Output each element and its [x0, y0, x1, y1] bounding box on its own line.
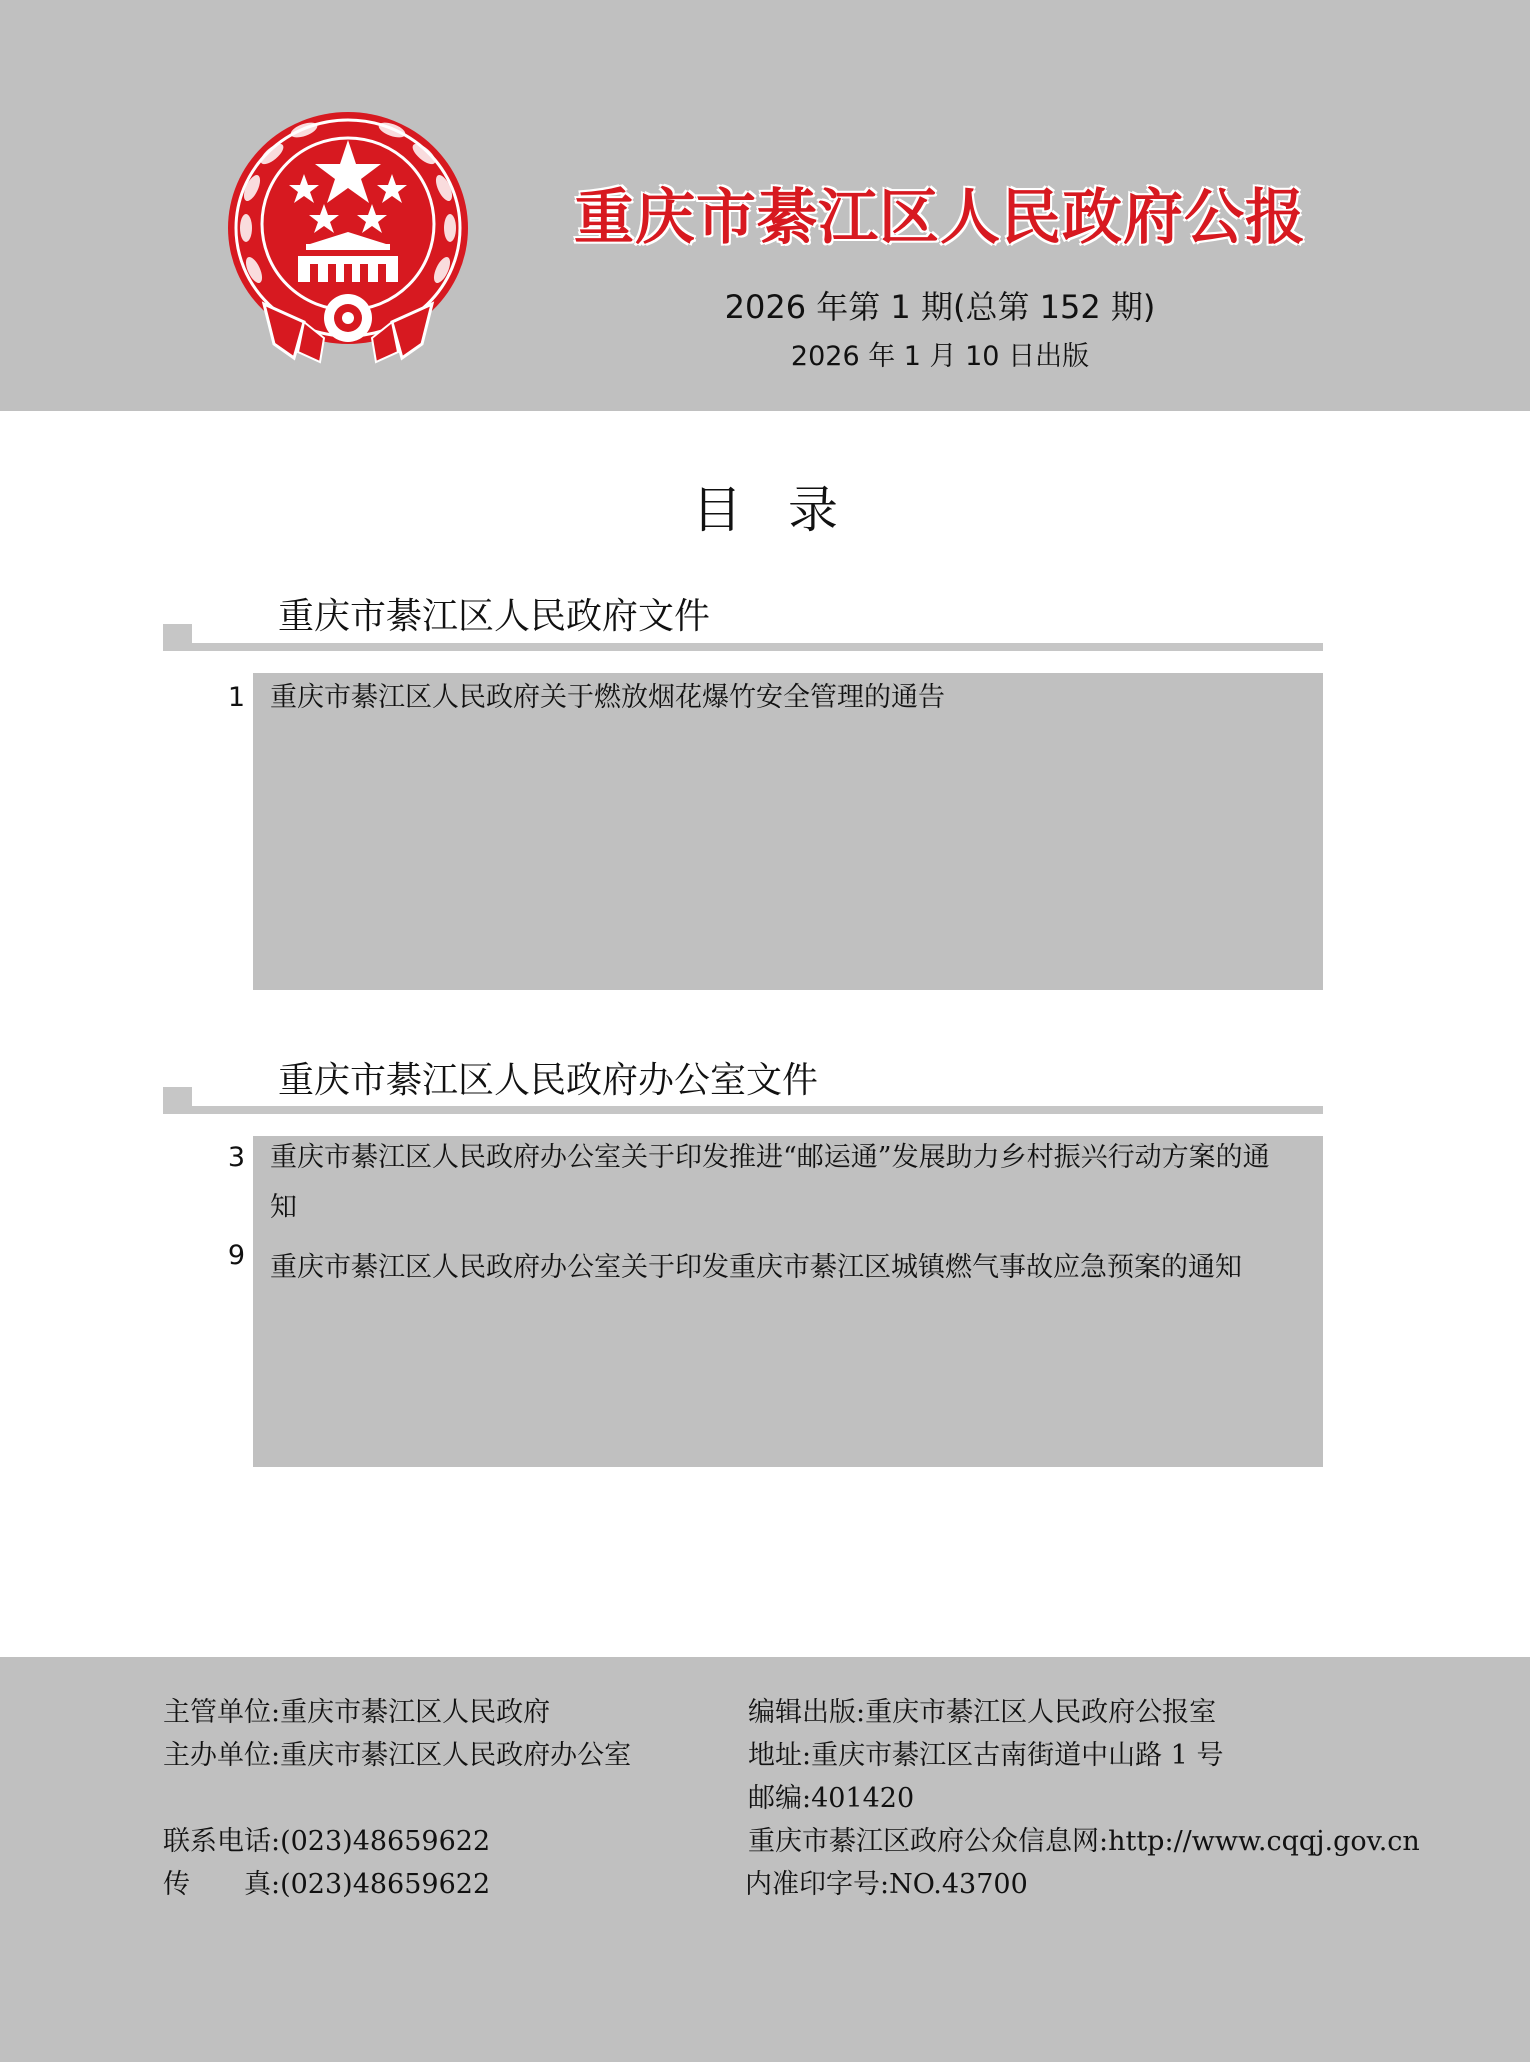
footer-phone: 联系电话:(023)48659622	[163, 1826, 491, 1857]
footer-sponsor: 主办单位:重庆市綦江区人民政府办公室	[163, 1740, 632, 1771]
section-divider	[163, 643, 1323, 651]
toc-entry-link[interactable]: 重庆市綦江区人民政府关于燃放烟花爆竹安全管理的通告	[270, 682, 945, 713]
footer-print-number: 内准印字号:NO.43700	[745, 1869, 1028, 1900]
footer-address: 地址:重庆市綦江区古南街道中山路 1 号	[748, 1740, 1224, 1771]
section-heading-government: 重庆市綦江区人民政府文件	[278, 596, 711, 637]
journal-title: 重庆市綦江区人民政府公报	[574, 183, 1306, 253]
entry-page-number: 9	[227, 1240, 245, 1271]
footer-editor: 编辑出版:重庆市綦江区人民政府公报室	[748, 1697, 1217, 1728]
footer-website-link[interactable]: 重庆市綦江区政府公众信息网:http://www.cqqj.gov.cn	[748, 1826, 1420, 1857]
issue-line: 2026 年第 1 期(总第 152 期)	[724, 288, 1156, 326]
toc-entry-link[interactable]: 重庆市綦江区人民政府办公室关于印发推进“邮运通”发展助力乡村振兴行动方案的通知	[270, 1142, 1270, 1223]
section-heading-office: 重庆市綦江区人民政府办公室文件	[278, 1060, 819, 1101]
toc-title: 目录	[692, 481, 884, 539]
footer-supervisor: 主管单位:重庆市綦江区人民政府	[163, 1697, 551, 1728]
footer-postcode: 邮编:401420	[748, 1783, 915, 1814]
publish-date: 2026 年 1 月 10 日出版	[790, 341, 1090, 372]
footer-fax: 传 真:(023)48659622	[163, 1869, 491, 1900]
entry-page-number: 3	[227, 1142, 245, 1173]
national-emblem-icon	[224, 108, 472, 366]
toc-entry-link[interactable]: 重庆市綦江区人民政府办公室关于印发重庆市綦江区城镇燃气事故应急预案的通知	[270, 1252, 1242, 1283]
section-divider	[163, 1106, 1323, 1114]
entry-page-number: 1	[227, 682, 245, 713]
